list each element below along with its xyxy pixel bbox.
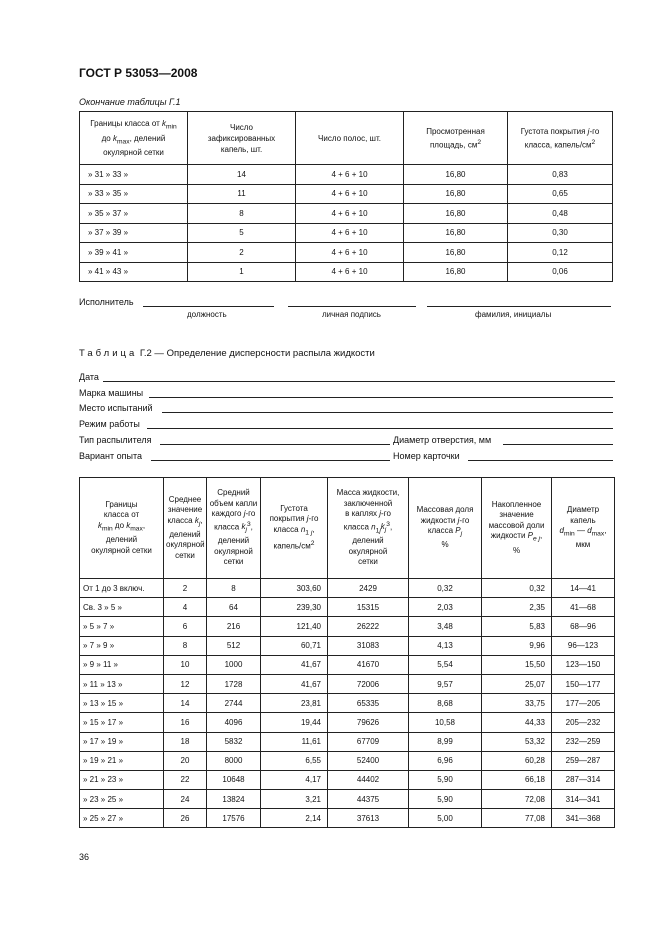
table-cell: 72,08 bbox=[482, 790, 552, 809]
table-cell: 68—96 bbox=[552, 617, 615, 636]
table-cell: 4 + 6 + 10 bbox=[296, 165, 404, 185]
table-cell: 65335 bbox=[328, 694, 409, 713]
table-cell: 26222 bbox=[328, 617, 409, 636]
table-cell: 341—368 bbox=[552, 809, 615, 828]
form-date-field[interactable] bbox=[103, 371, 615, 382]
table-row bbox=[80, 713, 615, 732]
table-cell: 5,90 bbox=[409, 770, 482, 789]
table-cell: 33,75 bbox=[482, 694, 552, 713]
table-row bbox=[80, 204, 613, 224]
page-number: 36 bbox=[79, 852, 90, 862]
form-date-label: Дата bbox=[79, 372, 99, 382]
table-cell: 121,40 bbox=[261, 617, 328, 636]
table-cell: 2744 bbox=[207, 694, 261, 713]
table-cell: 5,90 bbox=[409, 790, 482, 809]
table-cell: 66,18 bbox=[482, 770, 552, 789]
table-row bbox=[80, 790, 615, 809]
table-cell: 4 + 6 + 10 bbox=[296, 223, 404, 243]
table-cell: 37613 bbox=[328, 809, 409, 828]
table-row bbox=[80, 223, 613, 243]
table-cell: 16 bbox=[164, 713, 207, 732]
table-cell: » 17 » 19 » bbox=[80, 732, 164, 751]
table-cell: 8000 bbox=[207, 751, 261, 770]
signature-line bbox=[288, 296, 416, 307]
table-row bbox=[80, 262, 613, 282]
table-cell: 8,99 bbox=[409, 732, 482, 751]
table-cell: 41—68 bbox=[552, 598, 615, 617]
table-g2 bbox=[79, 477, 615, 828]
table-cell: 8 bbox=[207, 579, 261, 598]
table-row bbox=[80, 636, 615, 655]
t2-header-cumulative: Накопленное значение массовой доли жидкости $P_{e j}$, % bbox=[482, 478, 552, 579]
table-cell: 60,28 bbox=[482, 751, 552, 770]
table-cell: 16,80 bbox=[404, 184, 508, 204]
table-cell: 4096 bbox=[207, 713, 261, 732]
table-cell: 8 bbox=[164, 636, 207, 655]
table-cell: 3,21 bbox=[261, 790, 328, 809]
t2-header-diameter: Диаметр капель $d_{min}$ — $d_{max}$, мкм bbox=[552, 478, 615, 579]
signature-caption: личная подпись bbox=[322, 310, 381, 319]
table-cell: 16,80 bbox=[404, 223, 508, 243]
table-cell: 205—232 bbox=[552, 713, 615, 732]
form-machine-field[interactable] bbox=[149, 387, 613, 398]
form-card-label: Номер карточки bbox=[393, 451, 460, 461]
table-cell: » 5 » 7 » bbox=[80, 617, 164, 636]
table-g1 bbox=[79, 111, 613, 282]
table-cell: 13824 bbox=[207, 790, 261, 809]
t2-header-share: Массовая доля жидкости j-го класса $P_j$ % bbox=[409, 478, 482, 579]
table-cell: 5,00 bbox=[409, 809, 482, 828]
table-cell: 4,13 bbox=[409, 636, 482, 655]
table-cell: 5832 bbox=[207, 732, 261, 751]
table-cell: 0,06 bbox=[508, 262, 613, 282]
table-cell: 2 bbox=[188, 243, 296, 263]
table-cell: 44375 bbox=[328, 790, 409, 809]
form-sprayer-field[interactable] bbox=[160, 434, 390, 445]
standard-header: ГОСТ Р 53053—2008 bbox=[79, 66, 198, 80]
t2-header-volume: Средний объем капли каждого j-го класса $k_j^3$, делений окулярной сетки bbox=[207, 478, 261, 579]
table-cell: » 23 » 25 » bbox=[80, 790, 164, 809]
table-row bbox=[80, 598, 615, 617]
table-row bbox=[80, 655, 615, 674]
table-cell: 3,48 bbox=[409, 617, 482, 636]
table-cell: 0,48 bbox=[508, 204, 613, 224]
table-cell: 12 bbox=[164, 674, 207, 693]
table-cell: 1000 bbox=[207, 655, 261, 674]
table-cell: 10648 bbox=[207, 770, 261, 789]
table-cell: 2,03 bbox=[409, 598, 482, 617]
table-cell: 23,81 bbox=[261, 694, 328, 713]
table-row bbox=[80, 184, 613, 204]
table-cell: 9,57 bbox=[409, 674, 482, 693]
table-row bbox=[80, 751, 615, 770]
table-cell: 177—205 bbox=[552, 694, 615, 713]
t1-header-strips: Число полос, шт. bbox=[296, 112, 404, 165]
table-cell: 77,08 bbox=[482, 809, 552, 828]
table-row bbox=[80, 617, 615, 636]
table-cell: 2 bbox=[164, 579, 207, 598]
table-cell: 31083 bbox=[328, 636, 409, 655]
form-mode-field[interactable] bbox=[147, 418, 613, 429]
table-cell: 123—150 bbox=[552, 655, 615, 674]
table-row bbox=[80, 674, 615, 693]
table-cell: 26 bbox=[164, 809, 207, 828]
table-cell: » 21 » 23 » bbox=[80, 770, 164, 789]
table-cell: 1 bbox=[188, 262, 296, 282]
form-card-field[interactable] bbox=[468, 450, 613, 461]
table-cell: » 33 » 35 » bbox=[80, 184, 188, 204]
table-cell: 17576 bbox=[207, 809, 261, 828]
table-row bbox=[80, 770, 615, 789]
table-cell: 216 bbox=[207, 617, 261, 636]
table-cell: 53,32 bbox=[482, 732, 552, 751]
table-cell: 14 bbox=[188, 165, 296, 185]
table-row bbox=[80, 732, 615, 751]
table-cell: 72006 bbox=[328, 674, 409, 693]
t1-header-area: Просмотренная площадь, $см^2$ bbox=[404, 112, 508, 165]
table-cell: 8,68 bbox=[409, 694, 482, 713]
table-cell: » 25 » 27 » bbox=[80, 809, 164, 828]
form-sprayer-label: Тип распылителя bbox=[79, 435, 152, 445]
table-cell: » 31 » 33 » bbox=[80, 165, 188, 185]
table-cell: 15315 bbox=[328, 598, 409, 617]
table-cell: 4 + 6 + 10 bbox=[296, 262, 404, 282]
table-cell: От 1 до 3 включ. bbox=[80, 579, 164, 598]
form-variant-field[interactable] bbox=[151, 450, 390, 461]
table-cell: 4,17 bbox=[261, 770, 328, 789]
table-cell: 232—259 bbox=[552, 732, 615, 751]
table-cell: 4 + 6 + 10 bbox=[296, 204, 404, 224]
t1-header-count: Число зафиксированных капель, шт. bbox=[188, 112, 296, 165]
table-cell: 5,83 bbox=[482, 617, 552, 636]
table-cell: 6,96 bbox=[409, 751, 482, 770]
table-cell: » 9 » 11 » bbox=[80, 655, 164, 674]
t2-header-mean: Среднее значение класса $k_j$, делений окулярной сетки bbox=[164, 478, 207, 579]
table2-caption: Таблица Г.2 — Определение дисперсности распыла жидкости bbox=[79, 348, 375, 359]
table-cell: 44402 bbox=[328, 770, 409, 789]
table-cell: 512 bbox=[207, 636, 261, 655]
table-cell: 11 bbox=[188, 184, 296, 204]
table-cell: 52400 bbox=[328, 751, 409, 770]
table-cell: 150—177 bbox=[552, 674, 615, 693]
table-cell: 14—41 bbox=[552, 579, 615, 598]
table-cell: 25,07 bbox=[482, 674, 552, 693]
table-cell: » 39 » 41 » bbox=[80, 243, 188, 263]
table-cell: 1728 bbox=[207, 674, 261, 693]
table-row bbox=[80, 243, 613, 263]
table-cell: 303,60 bbox=[261, 579, 328, 598]
table-cell: 314—341 bbox=[552, 790, 615, 809]
executor-label: Исполнитель bbox=[79, 297, 134, 307]
table-row bbox=[80, 579, 615, 598]
table-cell: » 19 » 21 » bbox=[80, 751, 164, 770]
table-cell: 9,96 bbox=[482, 636, 552, 655]
table-cell: 22 bbox=[164, 770, 207, 789]
table-cell: 0,12 bbox=[508, 243, 613, 263]
table-cell: 0,65 bbox=[508, 184, 613, 204]
form-place-field[interactable] bbox=[162, 402, 613, 413]
table-cell: Св. 3 » 5 » bbox=[80, 598, 164, 617]
table-cell: 5,54 bbox=[409, 655, 482, 674]
t1-body bbox=[80, 165, 613, 282]
name-line bbox=[427, 296, 611, 307]
table-cell: 0,32 bbox=[482, 579, 552, 598]
table-row bbox=[80, 694, 615, 713]
table-cell: 18 bbox=[164, 732, 207, 751]
table-cell: 6,55 bbox=[261, 751, 328, 770]
table-cell: 44,33 bbox=[482, 713, 552, 732]
t2-header-mass: Масса жидкости, заключенной в каплях j-го класса $n_{1j}k_j^3$, делений окулярной сетки bbox=[328, 478, 409, 579]
table-cell: 0,30 bbox=[508, 223, 613, 243]
table-cell: » 7 » 9 » bbox=[80, 636, 164, 655]
table-cell: 41670 bbox=[328, 655, 409, 674]
table-cell: 41,67 bbox=[261, 674, 328, 693]
table-cell: 16,80 bbox=[404, 204, 508, 224]
table-cell: 2429 bbox=[328, 579, 409, 598]
table-cell: 4 + 6 + 10 bbox=[296, 243, 404, 263]
table-cell: 20 bbox=[164, 751, 207, 770]
form-hole-field[interactable] bbox=[503, 434, 613, 445]
form-hole-label: Диаметр отверстия, мм bbox=[393, 435, 492, 445]
table-cell: 79626 bbox=[328, 713, 409, 732]
table-cell: 96—123 bbox=[552, 636, 615, 655]
name-caption: фамилия, инициалы bbox=[475, 310, 552, 319]
table-cell: 4 bbox=[164, 598, 207, 617]
form-mode-label: Режим работы bbox=[79, 419, 140, 429]
table-cell: » 35 » 37 » bbox=[80, 204, 188, 224]
table-cell: 64 bbox=[207, 598, 261, 617]
table-cell: 287—314 bbox=[552, 770, 615, 789]
table-cell: 6 bbox=[164, 617, 207, 636]
table-cell: » 15 » 17 » bbox=[80, 713, 164, 732]
table-row bbox=[80, 165, 613, 185]
t1-header-density: Густота покрытия j-го класса, капель/$см^2$ bbox=[508, 112, 613, 165]
table-cell: 10,58 bbox=[409, 713, 482, 732]
table-cell: 2,14 bbox=[261, 809, 328, 828]
table-cell: » 11 » 13 » bbox=[80, 674, 164, 693]
table-cell: 4 + 6 + 10 bbox=[296, 184, 404, 204]
table-cell: 2,35 bbox=[482, 598, 552, 617]
table-cell: 16,80 bbox=[404, 262, 508, 282]
position-line bbox=[143, 296, 274, 307]
table-cell: 239,30 bbox=[261, 598, 328, 617]
table-cell: » 37 » 39 » bbox=[80, 223, 188, 243]
t2-header-class: Границы класса от $k_{min}$ до $k_{max}$, делений окулярной сетки bbox=[80, 478, 164, 579]
table-cell: 10 bbox=[164, 655, 207, 674]
form-machine-label: Марка машины bbox=[79, 388, 144, 398]
table-cell: » 13 » 15 » bbox=[80, 694, 164, 713]
table-cell: 67709 bbox=[328, 732, 409, 751]
form-variant-label: Вариант опыта bbox=[79, 451, 143, 461]
table-cell: 15,50 bbox=[482, 655, 552, 674]
table-cell: 41,67 bbox=[261, 655, 328, 674]
table-cell: 11,61 bbox=[261, 732, 328, 751]
table-cell: 16,80 bbox=[404, 243, 508, 263]
form-place-label: Место испытаний bbox=[79, 403, 153, 413]
table-cell: 5 bbox=[188, 223, 296, 243]
t2-body bbox=[80, 579, 615, 828]
table-cell: 14 bbox=[164, 694, 207, 713]
position-caption: должность bbox=[187, 310, 227, 319]
table-cell: 8 bbox=[188, 204, 296, 224]
table-cell: » 41 » 43 » bbox=[80, 262, 188, 282]
table-cell: 0,32 bbox=[409, 579, 482, 598]
table1-caption: Окончание таблицы Г.1 bbox=[79, 97, 181, 107]
table-cell: 60,71 bbox=[261, 636, 328, 655]
table-cell: 0,83 bbox=[508, 165, 613, 185]
t2-header-density: Густота покрытия j-го класса $n_{1 j}$, капель/$см^2$ bbox=[261, 478, 328, 579]
table-row bbox=[80, 809, 615, 828]
table-cell: 19,44 bbox=[261, 713, 328, 732]
t1-header-class: Границы класса от $k_{min}$ до $k_{max}$, делений окулярной сетки bbox=[80, 112, 188, 165]
table-cell: 259—287 bbox=[552, 751, 615, 770]
table-cell: 16,80 bbox=[404, 165, 508, 185]
table-cell: 24 bbox=[164, 790, 207, 809]
